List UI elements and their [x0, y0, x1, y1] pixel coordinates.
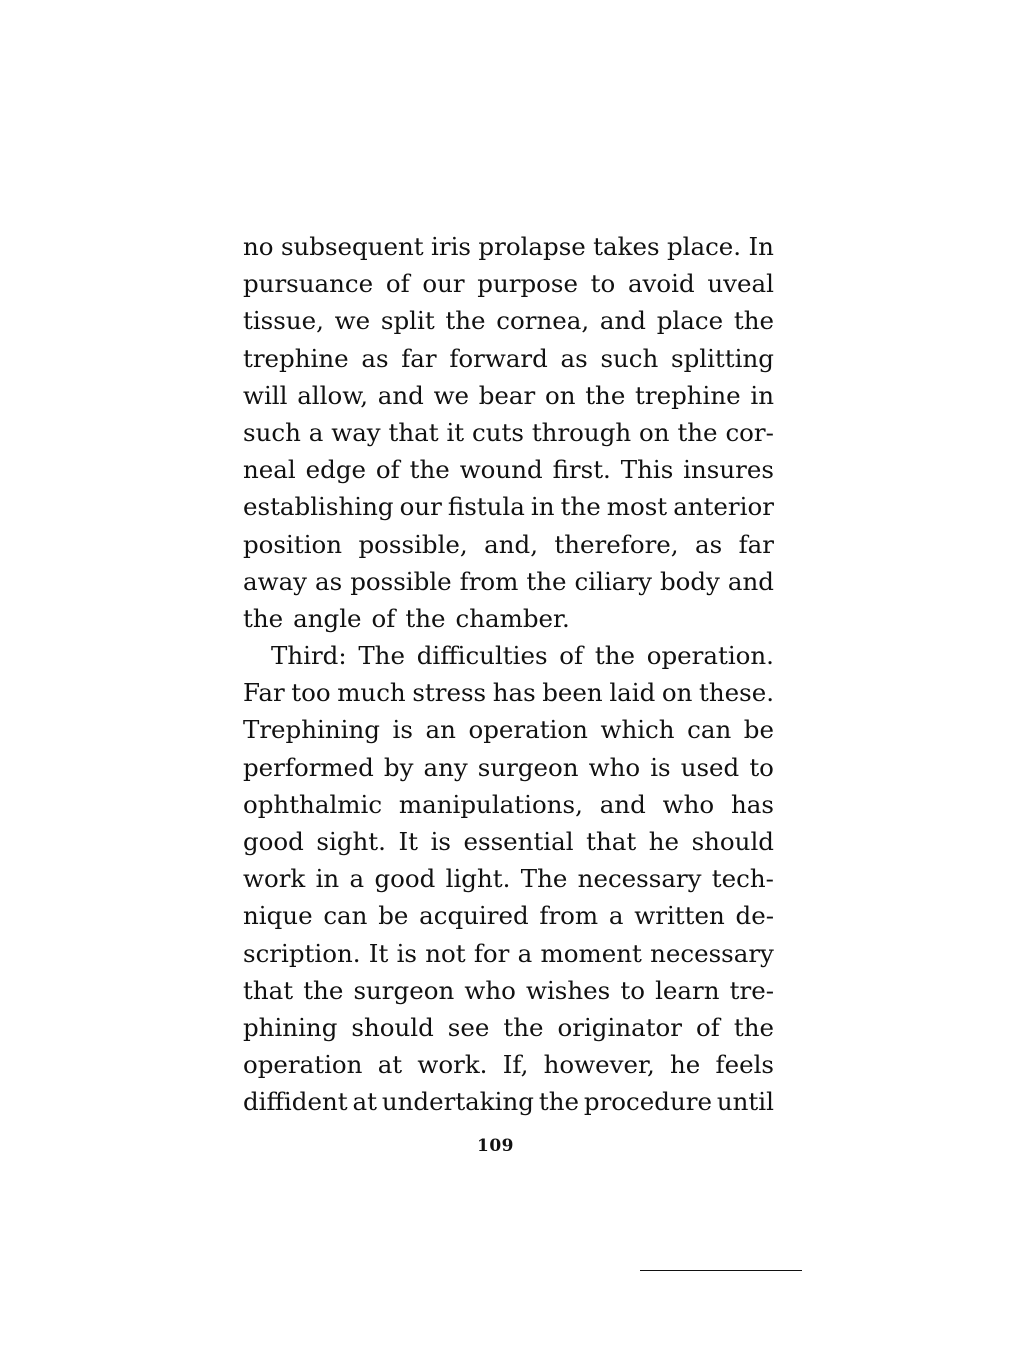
word: de-	[735, 901, 774, 931]
word: should	[351, 1012, 434, 1042]
text-line	[243, 265, 774, 302]
word: the	[243, 603, 284, 633]
word: tissue,	[243, 306, 324, 336]
word: from	[459, 566, 519, 596]
word: fistula	[447, 492, 525, 522]
word: insures	[683, 455, 774, 485]
text-line	[243, 563, 774, 600]
word: no	[243, 232, 274, 261]
word: necessary	[577, 864, 702, 894]
word: the	[526, 566, 567, 596]
word: wound	[459, 455, 543, 485]
word: the	[303, 975, 344, 1005]
word: laid	[609, 678, 656, 708]
body-text	[243, 228, 774, 1121]
page-number-label: 109	[477, 1136, 514, 1156]
text-line	[243, 228, 774, 265]
word: therefore,	[554, 529, 679, 559]
word: the	[733, 306, 774, 336]
word: acquired	[419, 901, 529, 931]
text-line	[243, 377, 774, 414]
word: feels	[715, 1050, 774, 1080]
text-line	[243, 674, 774, 711]
word: our	[422, 269, 465, 299]
word: wishes	[526, 975, 611, 1005]
word: the	[585, 380, 626, 410]
word: as	[695, 529, 723, 559]
word: that	[388, 417, 439, 447]
word: takes	[593, 232, 660, 261]
word: phining	[243, 1012, 338, 1042]
word: to	[749, 752, 774, 782]
word: far	[738, 529, 774, 559]
word: trephine	[635, 380, 741, 410]
word: anterior	[673, 492, 774, 522]
word: until	[716, 1087, 774, 1117]
word: a	[349, 864, 365, 894]
word: surgeon	[477, 752, 579, 782]
word: work.	[417, 1050, 488, 1080]
word: trephine	[243, 343, 349, 373]
word: see	[447, 1012, 490, 1042]
text-line	[243, 526, 774, 563]
text-line	[243, 935, 774, 972]
word: subsequent	[280, 232, 424, 261]
text-line	[243, 1009, 774, 1046]
word: is	[392, 715, 413, 745]
word: can	[323, 901, 368, 931]
word: these.	[699, 678, 774, 708]
word: to	[620, 975, 645, 1005]
word: position	[243, 529, 343, 559]
word: the	[538, 1087, 579, 1117]
word: much	[337, 678, 406, 708]
word: undertaking	[381, 1087, 534, 1117]
word: will	[243, 380, 288, 410]
word: tre-	[729, 975, 774, 1005]
word: body	[659, 566, 720, 596]
word: such	[243, 417, 301, 447]
text-line	[243, 860, 774, 897]
word: avoid	[627, 269, 695, 299]
word: in	[530, 492, 555, 522]
word: as	[361, 343, 389, 373]
word: tech-	[711, 864, 774, 894]
word: can	[687, 715, 732, 745]
text-line	[243, 823, 774, 860]
word: on	[639, 417, 670, 447]
word: possible	[350, 566, 452, 596]
word: necessary	[650, 938, 774, 968]
word: The	[358, 641, 405, 671]
word: Third:	[271, 641, 347, 671]
word: Trephining	[243, 715, 380, 745]
word: we	[334, 306, 371, 336]
word: chamber.	[455, 603, 570, 633]
word: ciliary	[574, 566, 652, 596]
page-number	[0, 1136, 1011, 1156]
word: for	[473, 938, 510, 968]
word: to	[590, 269, 616, 299]
text-line	[243, 637, 774, 674]
word: is	[650, 752, 671, 782]
word: of	[559, 641, 584, 671]
word: as	[560, 343, 588, 373]
word: who	[588, 752, 641, 782]
word: of	[375, 455, 400, 485]
word: who	[662, 789, 715, 819]
word: the	[405, 603, 446, 633]
word: Far	[243, 678, 285, 708]
word: nique	[243, 901, 313, 931]
text-line	[243, 600, 774, 637]
word: of	[385, 269, 410, 299]
word: has	[492, 678, 536, 708]
word: is	[430, 827, 451, 856]
word: and	[599, 789, 646, 819]
word: has	[730, 789, 774, 819]
word: be	[743, 715, 774, 745]
word: operation.	[646, 641, 774, 671]
word: too	[291, 678, 331, 708]
word: and	[377, 380, 424, 410]
word: light.	[445, 864, 511, 894]
word: most	[606, 492, 668, 522]
word: surgeon	[353, 975, 455, 1005]
word: however,	[543, 1050, 655, 1080]
text-line	[243, 786, 774, 823]
word: edge	[305, 455, 367, 485]
word: it	[446, 417, 465, 447]
text-line	[243, 340, 774, 377]
word: work	[243, 864, 306, 894]
word: the	[503, 1012, 544, 1042]
word: It	[368, 938, 389, 968]
word: by	[383, 752, 414, 782]
word: be	[378, 901, 409, 931]
word: place.	[666, 232, 742, 261]
text-line	[243, 1046, 774, 1083]
word: The	[520, 864, 568, 894]
word: the	[594, 641, 635, 671]
word: far	[401, 343, 437, 373]
word: as	[315, 566, 343, 596]
word: moment	[540, 938, 642, 968]
word: prolapse	[478, 232, 586, 261]
word: ophthalmic	[243, 789, 383, 819]
word: who	[464, 975, 516, 1005]
word: on	[661, 678, 693, 708]
word: our	[399, 492, 442, 522]
word: way	[331, 417, 381, 447]
word: is	[396, 938, 417, 968]
word: of	[696, 1012, 720, 1042]
word: purpose	[477, 269, 578, 299]
word: pursuance	[243, 269, 374, 299]
word: of	[371, 603, 396, 633]
word: If,	[502, 1050, 529, 1080]
word: which	[600, 715, 675, 745]
text-line	[243, 711, 774, 748]
text-line	[243, 749, 774, 786]
text-line	[243, 414, 774, 451]
text-line	[243, 1083, 774, 1120]
word: essential	[463, 827, 574, 856]
word: the	[560, 492, 601, 522]
word: the	[677, 417, 718, 447]
word: performed	[243, 752, 374, 782]
word: at	[352, 1087, 377, 1117]
word: away	[243, 566, 308, 596]
word: possible,	[358, 529, 468, 559]
word: neal	[243, 455, 296, 485]
word: an	[425, 715, 456, 745]
word: the	[445, 306, 486, 336]
word: procedure	[583, 1087, 712, 1117]
word: scription.	[243, 938, 361, 968]
word: It	[398, 827, 419, 856]
word: bear	[478, 380, 536, 410]
word: good	[374, 864, 436, 894]
footer-rule	[640, 1270, 802, 1271]
text-line	[243, 488, 774, 525]
word: and	[727, 566, 774, 596]
word: such	[600, 343, 659, 373]
word: the	[409, 455, 450, 485]
word: from	[539, 901, 599, 931]
paragraph	[243, 637, 774, 1120]
word: manipulations,	[398, 789, 583, 819]
word: not	[425, 938, 466, 968]
word: In	[748, 232, 774, 261]
word: sight.	[316, 827, 386, 856]
word: a	[517, 938, 533, 968]
word: establishing	[243, 492, 394, 522]
word: the	[733, 1012, 774, 1042]
word: operation	[243, 1050, 363, 1080]
word: that	[243, 975, 294, 1005]
word: learn	[655, 975, 720, 1005]
word: we	[433, 380, 470, 410]
word: iris	[431, 232, 472, 261]
word: through	[531, 417, 632, 447]
word: he	[670, 1050, 701, 1080]
word: and	[599, 306, 646, 336]
word: in	[750, 380, 774, 410]
word: written	[634, 901, 725, 931]
word: been	[542, 678, 603, 708]
word: a	[608, 901, 624, 931]
word: split	[380, 306, 435, 336]
word: angle	[293, 603, 362, 633]
word: diffident	[243, 1087, 348, 1117]
word: should	[691, 827, 774, 856]
word: good	[243, 827, 304, 856]
word: This	[620, 455, 674, 485]
word: uveal	[707, 269, 774, 299]
word: cuts	[472, 417, 524, 447]
word: any	[423, 752, 468, 782]
word: a	[308, 417, 324, 447]
text-line	[243, 302, 774, 339]
word: he	[648, 827, 680, 856]
text-line	[243, 972, 774, 1009]
word: difficulties	[416, 641, 548, 671]
word: and,	[484, 529, 538, 559]
word: cor-	[725, 417, 774, 447]
word: first.	[552, 455, 611, 485]
text-line	[243, 897, 774, 934]
word: that	[586, 827, 637, 856]
word: splitting	[671, 343, 774, 373]
word: stress	[412, 678, 487, 708]
paragraph	[243, 228, 774, 637]
word: cornea,	[496, 306, 590, 336]
word: place	[656, 306, 724, 336]
word: operation	[468, 715, 588, 745]
word: originator	[557, 1012, 683, 1042]
text-line	[243, 451, 774, 488]
word: used	[680, 752, 740, 782]
word: allow,	[297, 380, 369, 410]
word: in	[315, 864, 340, 894]
word: at	[377, 1050, 403, 1080]
word: on	[544, 380, 576, 410]
word: forward	[449, 343, 548, 373]
